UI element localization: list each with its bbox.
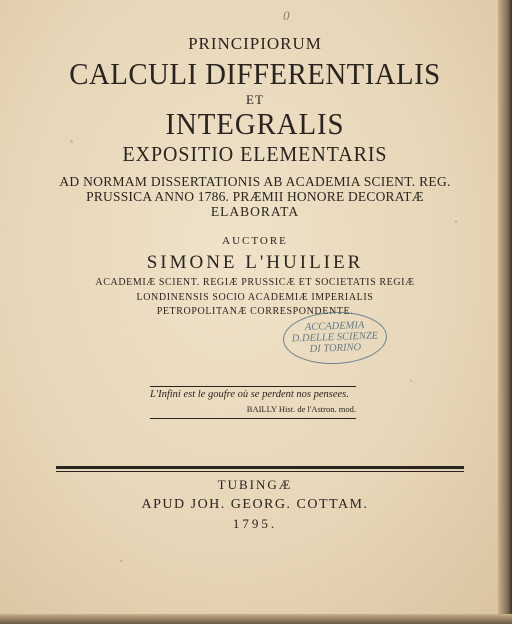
subtitle-line-3: ELABORATA <box>210 204 300 219</box>
motto-rule-top <box>150 386 356 387</box>
author-name: SIMONE L'HUILIER <box>146 252 364 273</box>
title-line-2: CALCULI DIFFERENTIALIS <box>69 56 441 91</box>
subtitle-line-1: AD NORMAM DISSERTATIONIS AB ACADEMIA SCIENT. REG. <box>59 174 451 189</box>
paper-speck <box>410 380 412 382</box>
motto-source: BAILLY Hist. de l'Astron. mod. <box>246 404 356 414</box>
page-edge-shadow <box>498 0 512 624</box>
imprint-year: 1795. <box>232 516 278 531</box>
subtitle-line-2: PRUSSICA ANNO 1786. PRÆMII HONORE DECORATÆ <box>86 189 424 204</box>
stamp-line-2: D.DELLE SCIENZE <box>291 330 379 345</box>
imprint-rule-thin <box>56 471 464 472</box>
paper-speck <box>455 220 457 223</box>
pencil-mark: 0 <box>283 8 290 23</box>
stamp-line-1: ACCADEMIA <box>304 319 365 334</box>
author-affiliation-1: ACADEMIÆ SCIENT. REGIÆ PRUSSICÆ ET SOCIETATIS REGIÆ <box>95 277 415 288</box>
title-line-4: INTEGRALIS <box>165 106 345 141</box>
author-label: AUCTORE <box>222 235 288 247</box>
imprint-rule-thick <box>56 466 464 469</box>
author-affiliation-2: LONDINENSIS SOCIO ACADEMIÆ IMPERIALIS <box>136 292 374 303</box>
motto-text: L'Infini est le goufre où se perdent nos pensees. <box>150 389 349 400</box>
title-line-5: EXPOSITIO ELEMENTARIS <box>122 142 388 166</box>
paper-speck <box>120 560 123 562</box>
imprint-place: TUBINGÆ <box>217 477 293 492</box>
imprint-publisher: APUD JOH. GEORG. COTTAM. <box>141 497 369 512</box>
page-edge-bottom <box>0 614 512 624</box>
title-line-1: PRINCIPIORUM <box>188 34 322 53</box>
motto-rule-bottom <box>150 418 356 419</box>
title-line-3: ET <box>246 92 264 107</box>
library-stamp <box>282 310 388 366</box>
author-affiliation-3: PETROPOLITANÆ CORRESPONDENTE. <box>156 306 354 317</box>
stamp-line-3: DI TORINO <box>309 342 362 355</box>
